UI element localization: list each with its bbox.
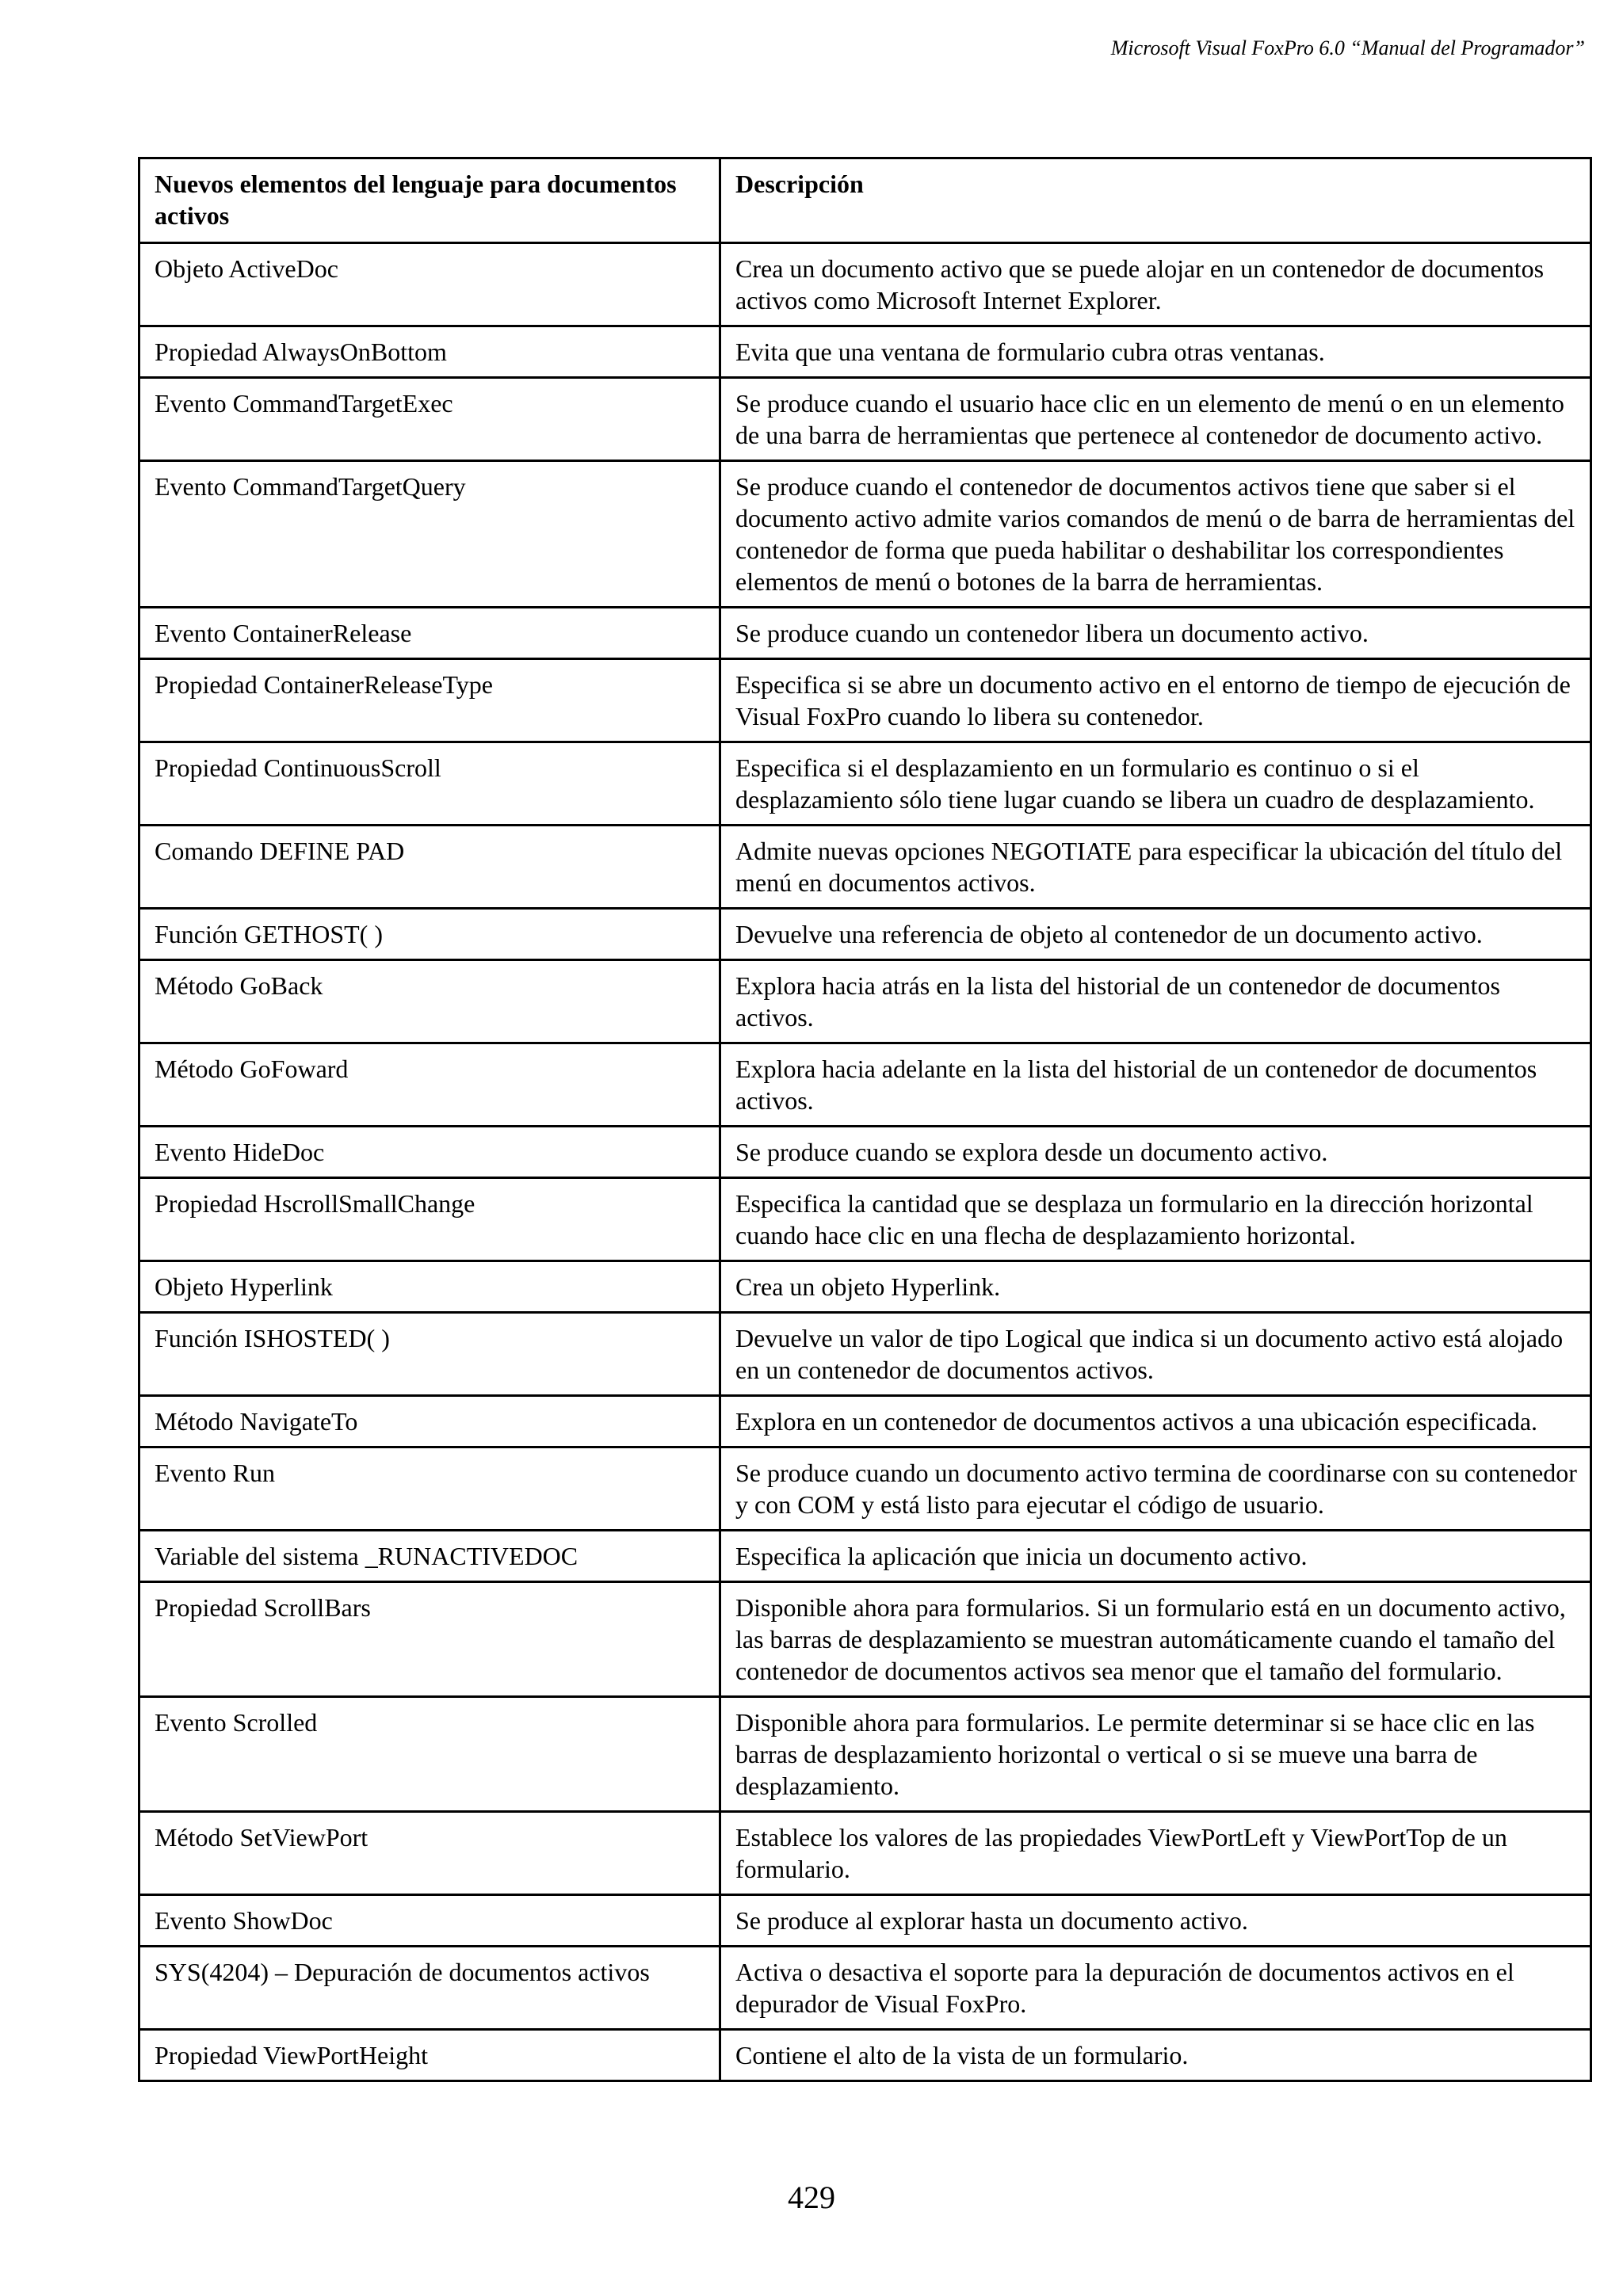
element-name-cell: Función ISHOSTED( ) [139, 1313, 720, 1396]
element-name-cell: Evento ContainerRelease [139, 608, 720, 659]
table-row [139, 326, 1591, 378]
description-cell: Especifica si se abre un documento activo en el entorno de tiempo de ejecución de Visual FoxPro cuando lo libera su contenedor. [720, 659, 1591, 742]
description-cell: Activa o desactiva el soporte para la depuración de documentos activos en el depurador de Visual FoxPro. [720, 1947, 1591, 2030]
table-row [139, 742, 1591, 826]
element-name-cell: Evento CommandTargetQuery [139, 461, 720, 608]
element-name-cell: Método GoFoward [139, 1043, 720, 1127]
element-name-cell: Comando DEFINE PAD [139, 826, 720, 909]
element-name-cell: Evento HideDoc [139, 1127, 720, 1178]
description-cell: Crea un documento activo que se puede alojar en un contenedor de documentos activos como Microsoft Internet Explorer. [720, 243, 1591, 326]
table-row [139, 243, 1591, 326]
description-cell: Explora en un contenedor de documentos activos a una ubicación especificada. [720, 1396, 1591, 1447]
element-name-cell: Propiedad ScrollBars [139, 1582, 720, 1697]
page-number: 429 [788, 2180, 835, 2215]
column-header-description: Descripción [720, 158, 1591, 243]
element-name-cell: Función GETHOST( ) [139, 909, 720, 960]
table-row [139, 1895, 1591, 1947]
element-name-cell: Objeto ActiveDoc [139, 243, 720, 326]
table-row [139, 909, 1591, 960]
element-name-cell: Método GoBack [139, 960, 720, 1043]
description-cell: Contiene el alto de la vista de un formulario. [720, 2030, 1591, 2081]
element-name-cell: Objeto Hyperlink [139, 1261, 720, 1313]
table-body [139, 243, 1591, 2081]
table-row [139, 1396, 1591, 1447]
element-name-cell: Método SetViewPort [139, 1812, 720, 1895]
table-row [139, 1582, 1591, 1697]
description-cell: Se produce cuando un contenedor libera un documento activo. [720, 608, 1591, 659]
element-name-cell: Propiedad ContainerReleaseType [139, 659, 720, 742]
table-row [139, 1127, 1591, 1178]
table-row [139, 1812, 1591, 1895]
element-name-cell: Evento Run [139, 1447, 720, 1531]
element-name-cell: Evento Scrolled [139, 1697, 720, 1812]
table-row [139, 1697, 1591, 1812]
description-cell: Disponible ahora para formularios. Le permite determinar si se hace clic en las barras de desplazamiento horizontal o vertical o si se mueve una barra de desplazamiento. [720, 1697, 1591, 1812]
language-elements-table [138, 157, 1592, 2082]
table-row [139, 608, 1591, 659]
table-row [139, 1947, 1591, 2030]
element-name-cell: Propiedad HscrollSmallChange [139, 1178, 720, 1261]
description-cell: Devuelve un valor de tipo Logical que indica si un documento activo está alojado en un contenedor de documentos activos. [720, 1313, 1591, 1396]
description-cell: Explora hacia adelante en la lista del historial de un contenedor de documentos activos. [720, 1043, 1591, 1127]
description-cell: Se produce cuando el contenedor de documentos activos tiene que saber si el documento activo admite varios comandos de menú o de barra de herramientas del contenedor de forma que pueda habilitar o deshabilitar los correspondientes elementos de menú o botones de la barra de herramientas. [720, 461, 1591, 608]
description-cell: Devuelve una referencia de objeto al contenedor de un documento activo. [720, 909, 1591, 960]
table-row [139, 1178, 1591, 1261]
element-name-cell: Propiedad ContinuousScroll [139, 742, 720, 826]
description-cell: Admite nuevas opciones NEGOTIATE para especificar la ubicación del título del menú en documentos activos. [720, 826, 1591, 909]
column-header-element: Nuevos elementos del lenguaje para documentos activos [139, 158, 720, 243]
description-cell: Especifica si el desplazamiento en un formulario es continuo o si el desplazamiento sólo tiene lugar cuando se libera un cuadro de desplazamiento. [720, 742, 1591, 826]
table-row [139, 1447, 1591, 1531]
element-name-cell: Método NavigateTo [139, 1396, 720, 1447]
table-row [139, 1261, 1591, 1313]
description-cell: Se produce cuando un documento activo termina de coordinarse con su contenedor y con COM y está listo para ejecutar el código de usuario. [720, 1447, 1591, 1531]
running-header: Microsoft Visual FoxPro 6.0 “Manual del Programador” [1110, 36, 1585, 59]
description-cell: Crea un objeto Hyperlink. [720, 1261, 1591, 1313]
table-row [139, 1043, 1591, 1127]
description-cell: Especifica la cantidad que se desplaza un formulario en la dirección horizontal cuando hace clic en una flecha de desplazamiento horizontal. [720, 1178, 1591, 1261]
description-cell: Disponible ahora para formularios. Si un formulario está en un documento activo, las barras de desplazamiento se muestran automáticamente cuando el tamaño del contenedor de documentos activos sea menor que el tamaño del formulario. [720, 1582, 1591, 1697]
table-row [139, 826, 1591, 909]
description-cell: Especifica la aplicación que inicia un documento activo. [720, 1531, 1591, 1582]
table-row [139, 378, 1591, 461]
description-cell: Explora hacia atrás en la lista del historial de un contenedor de documentos activos. [720, 960, 1591, 1043]
table-row [139, 659, 1591, 742]
table-row [139, 1531, 1591, 1582]
element-name-cell: Variable del sistema _RUNACTIVEDOC [139, 1531, 720, 1582]
element-name-cell: Evento ShowDoc [139, 1895, 720, 1947]
description-cell: Establece los valores de las propiedades ViewPortLeft y ViewPortTop de un formulario. [720, 1812, 1591, 1895]
element-name-cell: Propiedad ViewPortHeight [139, 2030, 720, 2081]
description-cell: Se produce al explorar hasta un documento activo. [720, 1895, 1591, 1947]
element-name-cell: SYS(4204) – Depuración de documentos activos [139, 1947, 720, 2030]
table-header-row [139, 158, 1591, 243]
description-cell: Se produce cuando se explora desde un documento activo. [720, 1127, 1591, 1178]
description-cell: Se produce cuando el usuario hace clic en un elemento de menú o en un elemento de una barra de herramientas que pertenece al contenedor de documento activo. [720, 378, 1591, 461]
table-row [139, 1313, 1591, 1396]
element-name-cell: Propiedad AlwaysOnBottom [139, 326, 720, 378]
table-row [139, 461, 1591, 608]
table-row [139, 2030, 1591, 2081]
table-row [139, 960, 1591, 1043]
description-cell: Evita que una ventana de formulario cubra otras ventanas. [720, 326, 1591, 378]
element-name-cell: Evento CommandTargetExec [139, 378, 720, 461]
